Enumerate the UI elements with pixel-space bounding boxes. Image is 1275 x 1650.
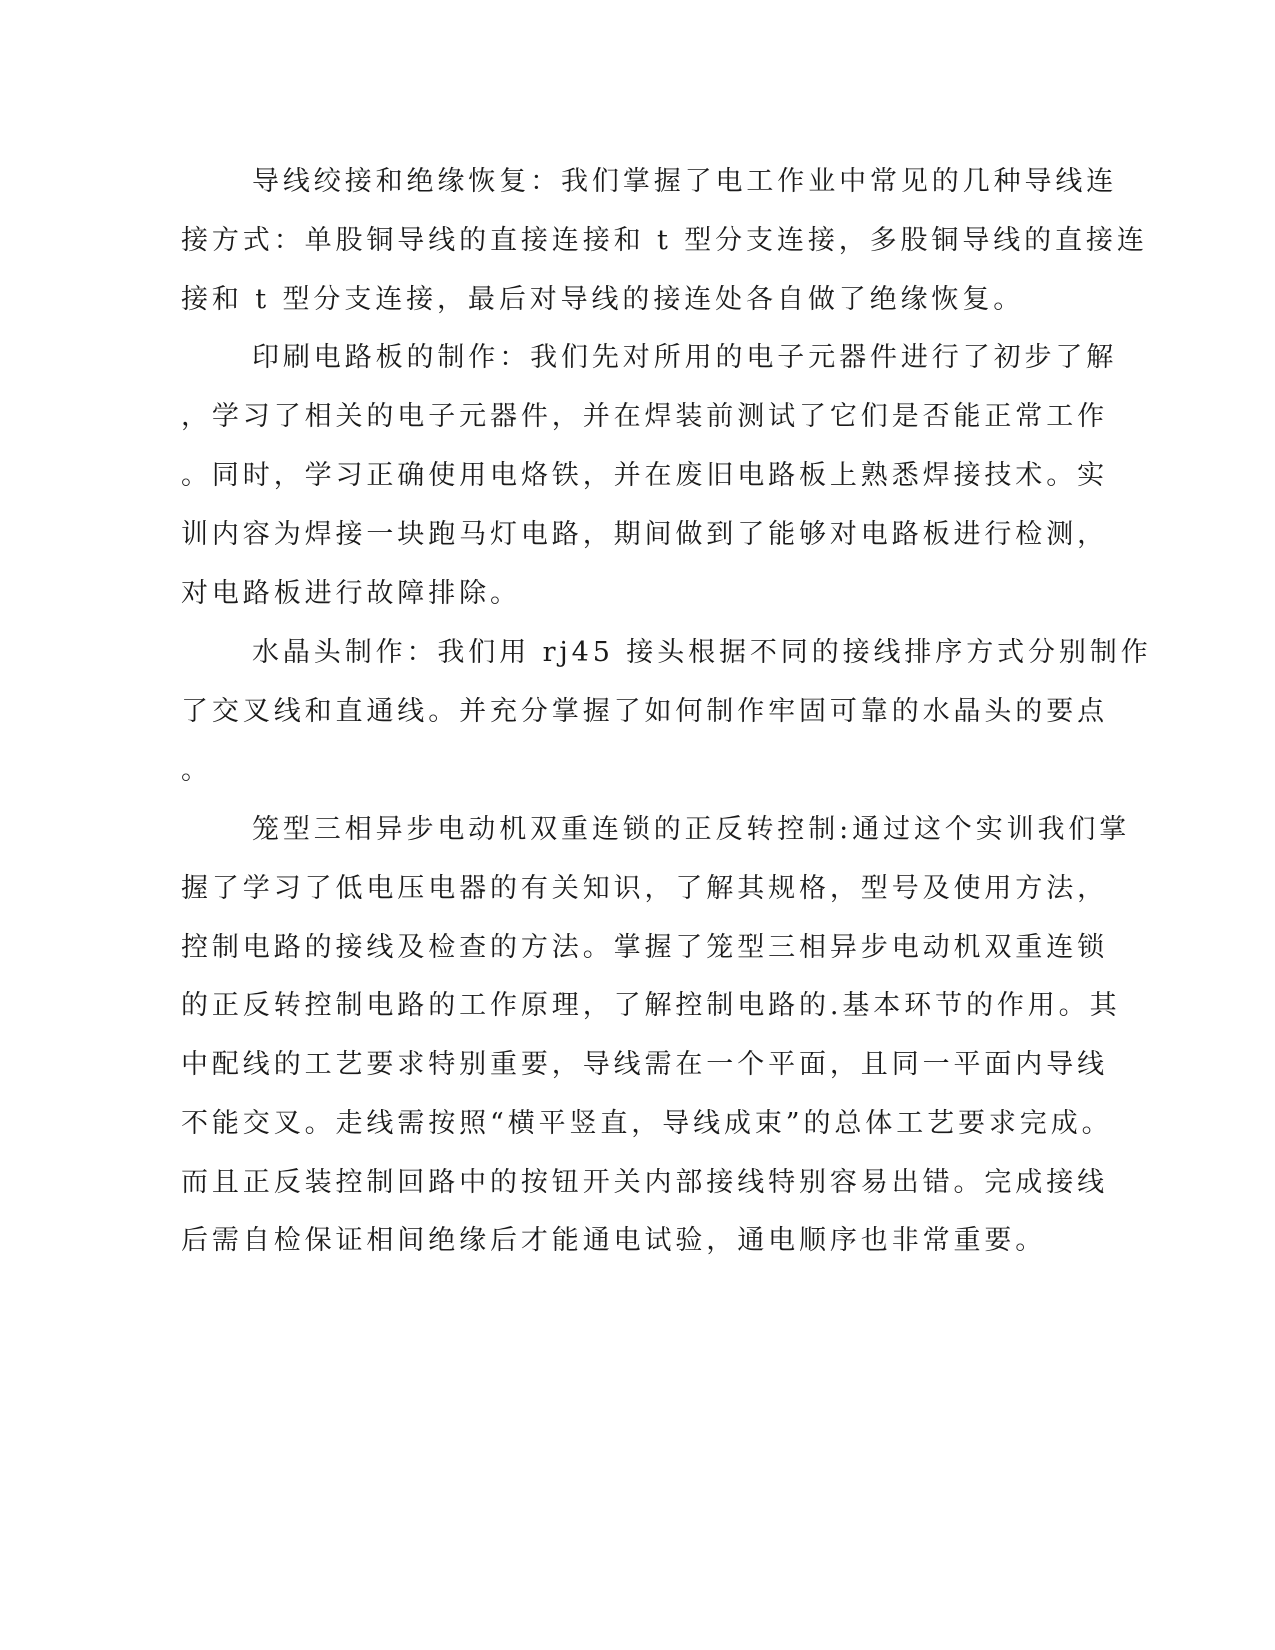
paragraph-3-line-2: 了交叉线和直通线。并充分掌握了如何制作牢固可靠的水晶头的要点 [181, 696, 1108, 727]
paragraph-1-line-1: 导线绞接和绝缘恢复：我们掌握了电工作业中常见的几种导线连 [252, 166, 1118, 197]
paragraph-4-line-1: 笼型三相异步电动机双重连锁的正反转控制:通过这个实训我们掌 [252, 814, 1131, 845]
paragraph-4-line-7: 而且正反装控制回路中的按钮开关内部接线特别容易出错。完成接线 [181, 1167, 1108, 1198]
paragraph-4-line-2: 握了学习了低电压电器的有关知识，了解其规格，型号及使用方法， [181, 873, 1108, 904]
paragraph-4-line-3: 控制电路的接线及检查的方法。掌握了笼型三相异步电动机双重连锁 [181, 932, 1108, 963]
paragraph-3-line-1: 水晶头制作：我们用 rj45 接头根据不同的接线排序方式分别制作 [252, 637, 1152, 668]
paragraph-2-line-4: 训内容为焊接一块跑马灯电路，期间做到了能够对电路板进行检测， [181, 519, 1108, 550]
paragraph-2-line-1: 印刷电路板的制作：我们先对所用的电子元器件进行了初步了解 [252, 342, 1118, 373]
paragraph-4-line-8: 后需自检保证相间绝缘后才能通电试验，通电顺序也非常重要。 [181, 1225, 1047, 1256]
paragraph-1-line-2: 接方式：单股铜导线的直接连接和 t 型分支连接，多股铜导线的直接连 [181, 225, 1148, 256]
paragraph-3-line-3: 。 [181, 755, 212, 786]
paragraph-2-line-2: ，学习了相关的电子元器件，并在焊装前测试了它们是否能正常工作 [181, 401, 1108, 432]
paragraph-4-line-4: 的正反转控制电路的工作原理，了解控制电路的.基本环节的作用。其 [181, 990, 1121, 1021]
paragraph-2-line-5: 对电路板进行故障排除。 [181, 578, 521, 609]
paragraph-4-line-6: 不能交叉。走线需按照“横平竖直，导线成束”的总体工艺要求完成。 [181, 1108, 1113, 1139]
paragraph-4-line-5: 中配线的工艺要求特别重要，导线需在一个平面，且同一平面内导线 [181, 1049, 1108, 1080]
paragraph-1-line-3: 接和 t 型分支连接，最后对导线的接连处各自做了绝缘恢复。 [181, 284, 1025, 315]
paragraph-2-line-3: 。同时，学习正确使用电烙铁，并在废旧电路板上熟悉焊接技术。实 [181, 460, 1108, 491]
